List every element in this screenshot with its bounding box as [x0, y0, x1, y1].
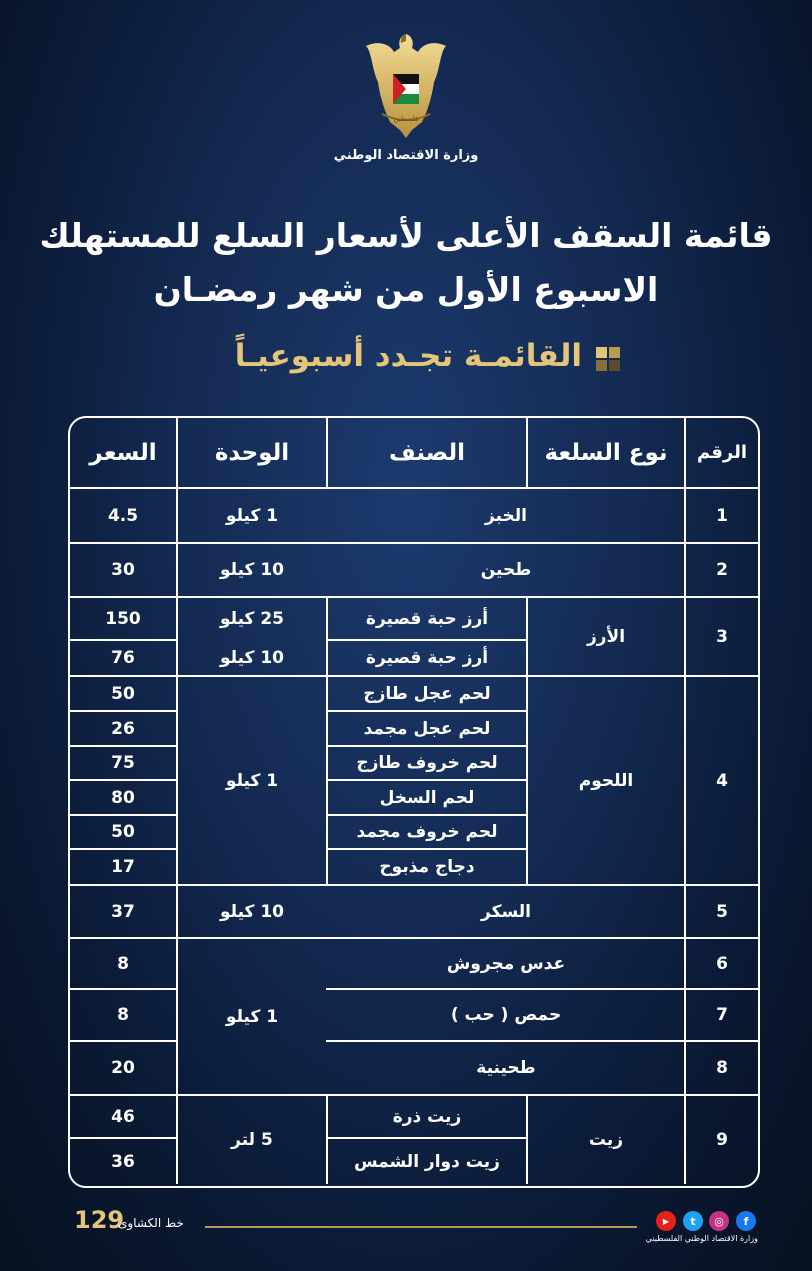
instagram-icon[interactable]: ◎ [709, 1211, 729, 1231]
row2-number: 2 [716, 560, 728, 580]
row3b-unit: 10 كيلو [220, 648, 285, 668]
row9b-price: 36 [111, 1151, 135, 1172]
row7-price: 8 [117, 1005, 129, 1025]
row4-unit: 1 كيلو [225, 770, 279, 791]
row4c-category: لحم خروف طازج [356, 753, 498, 773]
row3a-category: أرز حبة قصيرة [365, 608, 489, 629]
header-category: الصنف [389, 439, 465, 466]
row9-unit: 5 لتر [231, 1130, 273, 1150]
gold-square-bullet-icon [596, 347, 620, 371]
row5-type: السكر [481, 901, 531, 922]
row2-type: طحين [480, 560, 532, 580]
row4a-category: لحم عجل طازج [363, 683, 491, 704]
row1-number: 1 [716, 505, 728, 526]
row4a-price: 50 [111, 683, 135, 704]
hotline-number: 129 [74, 1206, 125, 1234]
header-type: نوع السلعة [544, 439, 668, 466]
row2-unit: 10 كيلو [220, 560, 285, 580]
row6-price: 8 [117, 953, 129, 974]
row4e-price: 50 [111, 822, 135, 842]
ministry-name: وزارة الاقتصاد الوطني [333, 148, 479, 163]
row4c-price: 75 [111, 753, 135, 773]
row4b-category: لحم عجل مجمد [363, 718, 491, 739]
row9-number: 9 [716, 1130, 728, 1150]
row9b-category: زيت دوار الشمس [354, 1151, 500, 1172]
row8-number: 8 [716, 1058, 728, 1078]
page-subtitle-week: الاسبوع الأول من شهر رمضـان [153, 270, 659, 309]
hotline-label: خط الكشاوى [118, 1216, 184, 1230]
row9a-price: 46 [111, 1106, 135, 1127]
row3b-category: أرز حبة قصيرة [365, 648, 489, 668]
row4d-category: لحم السخل [379, 787, 475, 808]
rows678-unit: 1 كيلو [225, 1006, 279, 1027]
row5-unit: 10 كيلو [220, 901, 285, 922]
row4f-price: 17 [111, 857, 135, 877]
row6-number: 6 [716, 953, 728, 974]
page-title: قائمة السقف الأعلى لأسعار السلع للمستهلك [39, 216, 773, 255]
row3b-price: 76 [111, 648, 135, 668]
social-caption: وزارة الاقتصاد الوطني الفلسطيني [645, 1234, 758, 1243]
row3-number: 3 [716, 626, 728, 647]
twitter-icon[interactable]: t [683, 1211, 703, 1231]
row9a-category: زيت ذرة [392, 1106, 462, 1127]
weekly-update-note [180, 338, 630, 382]
palestine-eagle-emblem [360, 30, 452, 142]
row7-number: 7 [716, 1005, 728, 1025]
price-table [68, 416, 760, 1188]
row2-price: 30 [111, 560, 135, 580]
row5-number: 5 [716, 901, 728, 922]
row3a-unit: 25 كيلو [220, 608, 285, 629]
facebook-icon[interactable]: f [736, 1211, 756, 1231]
youtube-icon[interactable]: ▶ [656, 1211, 676, 1231]
weekly-update-text: القائمـة تجـدد أسبوعيـاً [234, 338, 582, 374]
row4e-category: لحم خروف مجمد [356, 822, 498, 842]
row8-price: 20 [111, 1058, 135, 1078]
row7-type: حمص ( حب ) [450, 1005, 562, 1025]
header-number: الرقم [696, 442, 748, 463]
row3a-price: 150 [105, 608, 141, 629]
row5-price: 37 [111, 901, 135, 922]
row9-type: زيت [588, 1130, 624, 1150]
header-price: السعر [89, 439, 157, 466]
footer-divider [205, 1226, 637, 1228]
emblem-label: فلسطين [393, 115, 419, 123]
row8-type: طحينية [476, 1058, 536, 1078]
row4f-category: دجاج مذبوح [379, 857, 475, 877]
row4b-price: 26 [111, 718, 135, 739]
row4d-price: 80 [111, 787, 135, 808]
row1-price: 4.5 [107, 505, 139, 526]
header-unit: الوحدة [214, 439, 290, 466]
row4-type: اللحوم [578, 770, 634, 791]
row3-type: الأرز [586, 626, 626, 647]
row1-type: الخبز [485, 505, 527, 526]
row6-type: عدس مجروش [446, 953, 566, 974]
row1-unit: 1 كيلو [225, 505, 279, 526]
row4-number: 4 [716, 770, 728, 791]
